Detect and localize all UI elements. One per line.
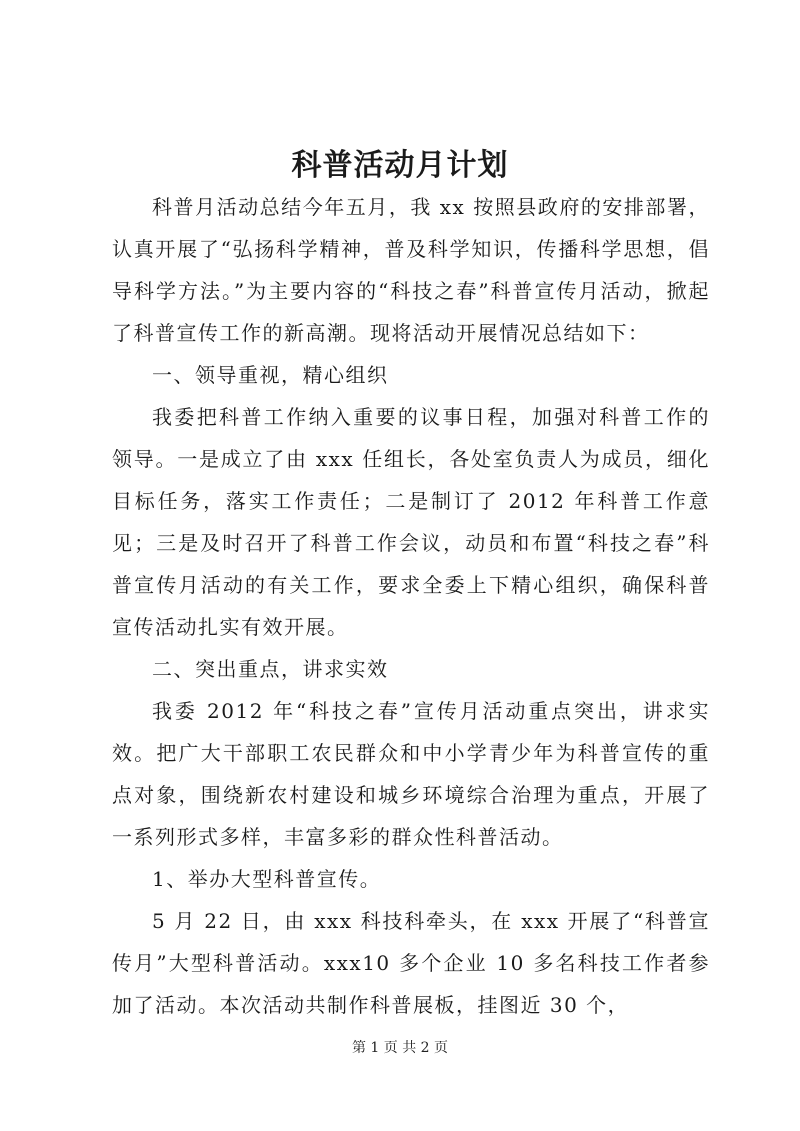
paragraph-event: 5 月 22 日，由 xxx 科技科牵头，在 xxx 开展了“科普宣传月”大型科普活动。xxx10 多个企业 10 多名科技工作者参加了活动。本次活动共制作科普展板，挂图近 30 个， [112,909,710,1017]
paragraph-leadership: 我委把科普工作纳入重要的议事日程，加强对科普工作的领导。一是成立了由 xxx 任组长，各处室负责人为成员，细化目标任务，落实工作责任；二是制订了 2012 年科普工作意见；三是及时召开了科普工作会议，动员和布置“科技之春”科普宣传月活动的有关工作，要求全委上下精心组织，确保科普宣传活动扎实有效开展。 [112,405,710,639]
paragraph-focus: 我委 2012 年“科技之春”宣传月活动重点突出，讲求实效。把广大干部职工农民群众和中小学青少年为科普宣传的重点对象，围绕新农村建设和城乡环境综合治理为重点，开展了一系列形式多样，丰富多彩的群众性科普活动。 [112,699,710,849]
section-heading-2: 二、突出重点，讲求实效 [152,657,389,681]
section-heading-1: 一、领导重视，精心组织 [152,363,389,387]
page-footer: 第 1 页 共 2 页 [351,1040,449,1056]
document-title: 科普活动月计划 [291,148,509,183]
paragraph-intro: 科普月活动总结今年五月，我 xx 按照县政府的安排部署，认真开展了“弘扬科学精神，普及科学知识，传播科学思想，倡导科学方法。”为主要内容的“科技之春”科普宣传月活动，掀起了科普宣传工作的新高潮。现将活动开展情况总结如下： [112,195,710,345]
subsection-heading-1: 1、举办大型科普宣传。 [152,867,382,891]
document-body [112,186,710,1026]
